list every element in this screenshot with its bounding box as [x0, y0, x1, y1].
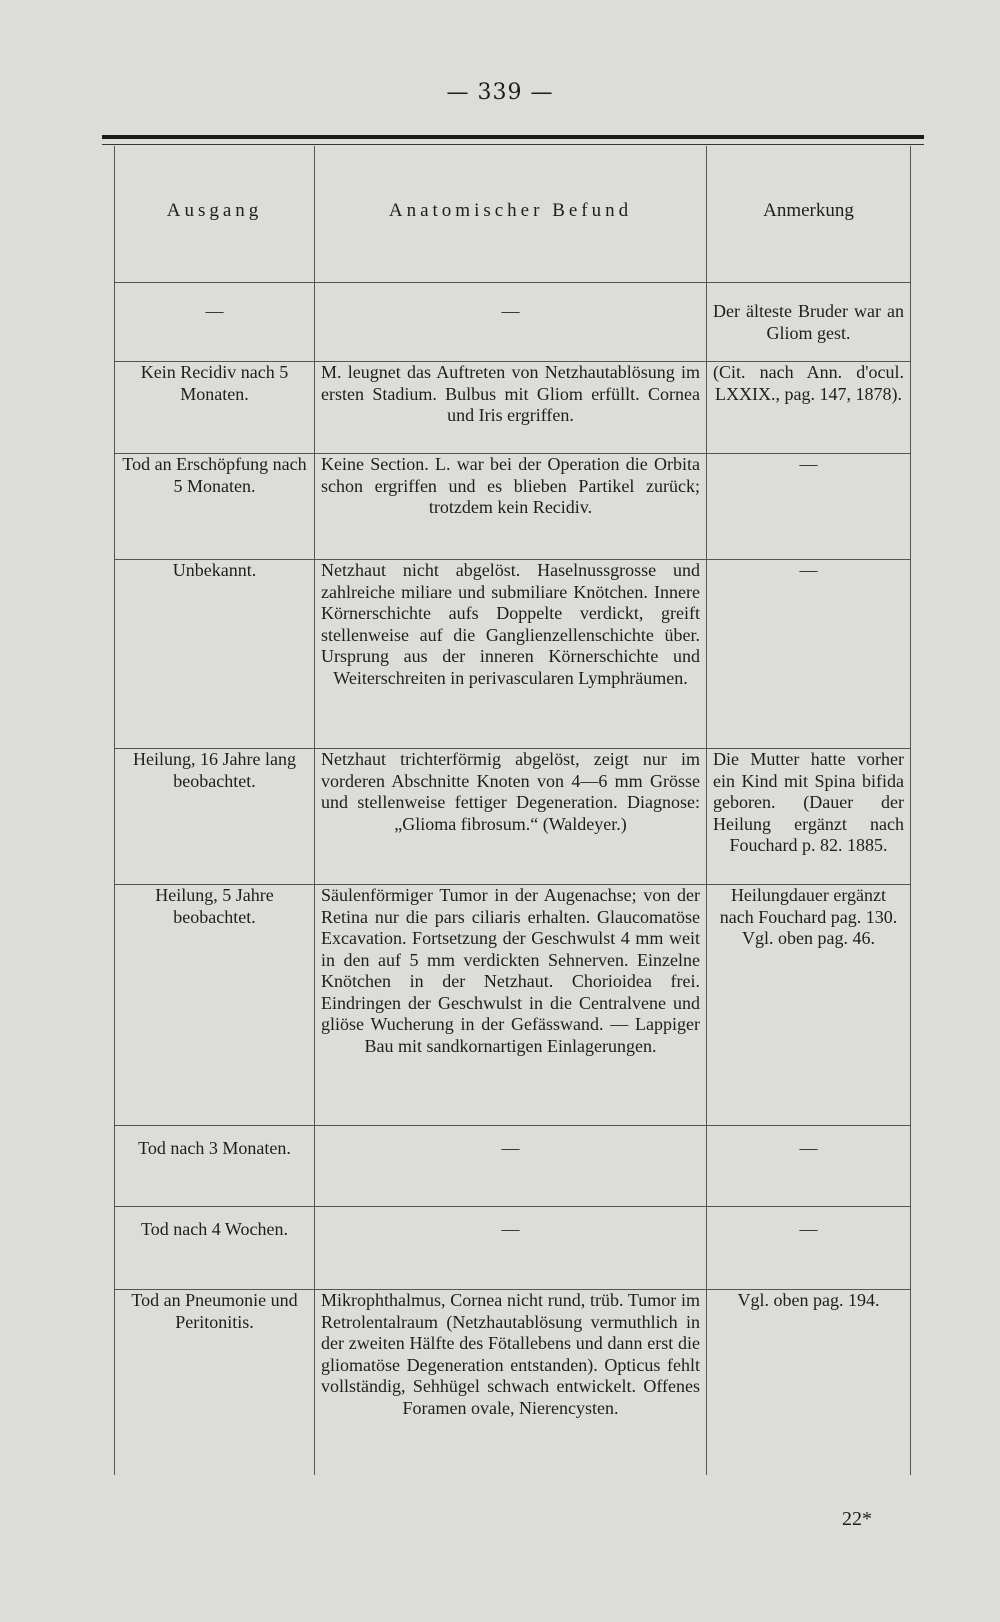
cell-ausgang: Kein Recidiv nach 5 Monaten. — [115, 362, 315, 454]
cell-anmerkung: Vgl. oben pag. 194. — [707, 1290, 911, 1476]
cell-ausgang: Unbekannt. — [115, 560, 315, 749]
table-row — [115, 1126, 911, 1207]
cell-anmerkung: — — [707, 1207, 911, 1290]
cell-ausgang: Tod an Erschöpfung nach 5 Monaten. — [115, 454, 315, 560]
header-anmerkung: Anmerkung — [707, 146, 911, 283]
top-rule-thin — [102, 144, 924, 145]
cell-anmerkung: (Cit. nach Ann. d'ocul. LXXIX., pag. 147, 1878). — [707, 362, 911, 454]
page-number: — 339 — — [446, 80, 554, 105]
cell-ausgang: Heilung, 16 Jahre lang beobachtet. — [115, 749, 315, 885]
cell-ausgang: Tod an Pneumonie und Peritonitis. — [115, 1290, 315, 1476]
table-row — [115, 454, 911, 560]
top-rule — [102, 135, 924, 139]
cell-befund: Netzhaut nicht abgelöst. Haselnussgrosse und zahlreiche miliare und submiliare Knötchen. Innere Körnerschichte aufs Doppelte verdickt, greift stellenweise auf die Ganglienzellenschichte über. Ursprung aus der inneren Körnerschichte und Weiterschreiten in perivascularen Lymphräumen. — [315, 560, 707, 749]
cell-ausgang: Tod nach 3 Monaten. — [115, 1126, 315, 1207]
header-befund: Anatomischer Befund — [315, 146, 707, 283]
cell-befund: Mikrophthalmus, Cornea nicht rund, trüb. Tumor im Retrolentalraum (Netzhautablösung vermuthlich in der zweiten Hälfte des Fötallebens und dann erst die gliomatöse Degeneration entstanden). Opticus fehlt vollständig, Sehhügel schwach entwickelt. Offenes Foramen ovale, Nierencysten. — [315, 1290, 707, 1476]
cell-anmerkung: — — [707, 560, 911, 749]
cell-anmerkung: Heilungdauer ergänzt nach Fouchard pag. 130. Vgl. oben pag. 46. — [707, 885, 911, 1126]
table-header-row — [115, 146, 911, 283]
cell-anmerkung: Die Mutter hatte vorher ein Kind mit Spina bifida geboren. (Dauer der Heilung ergänzt nach Fouchard p. 82. 1885. — [707, 749, 911, 885]
cell-befund: Netzhaut trichterförmig abgelöst, zeigt nur im vorderen Abschnitte Knoten von 4—6 mm Grösse und stellenweise fettiger Degeneration. Diagnose: „Glioma fibrosum.“ (Waldeyer.) — [315, 749, 707, 885]
cell-ausgang: Tod nach 4 Wochen. — [115, 1207, 315, 1290]
cell-befund: — — [315, 283, 707, 362]
cell-ausgang: — — [115, 283, 315, 362]
table-row — [115, 362, 911, 454]
cell-befund: Säulenförmiger Tumor in der Augenachse; von der Retina nur die pars ciliaris erhalten. Glaucomatöse Excavation. Fortsetzung der Geschwulst 4 mm weit in den auf 5 mm verdickten Sehnerven. Einzelne Knötchen in der Netzhaut. Chorioidea frei. Eindringen der Geschwulst in die Centralvene und gliöse Wucherung in der Gefässwand. — Lappiger Bau mit sandkornartigen Einlagerungen. — [315, 885, 707, 1126]
cell-anmerkung: — — [707, 454, 911, 560]
table-row — [115, 1207, 911, 1290]
table-row — [115, 885, 911, 1126]
header-ausgang: Ausgang — [115, 146, 315, 283]
table-row — [115, 283, 911, 362]
cell-ausgang: Heilung, 5 Jahre beobachtet. — [115, 885, 315, 1126]
case-table — [114, 146, 911, 1475]
cell-befund: — — [315, 1207, 707, 1290]
table-row — [115, 749, 911, 885]
table-row — [115, 1290, 911, 1476]
cell-befund: Keine Section. L. war bei der Operation die Orbita schon ergriffen und es blieben Partikel zurück; trotzdem kein Recidiv. — [315, 454, 707, 560]
cell-anmerkung: — — [707, 1126, 911, 1207]
cell-befund: — — [315, 1126, 707, 1207]
table-row — [115, 560, 911, 749]
cell-anmerkung: Der älteste Bruder war an Gliom gest. — [707, 283, 911, 362]
cell-befund: M. leugnet das Auftreten von Netzhautablösung im ersten Stadium. Bulbus mit Gliom erfüllt. Cornea und Iris ergriffen. — [315, 362, 707, 454]
signature-mark: 22* — [842, 1508, 872, 1530]
